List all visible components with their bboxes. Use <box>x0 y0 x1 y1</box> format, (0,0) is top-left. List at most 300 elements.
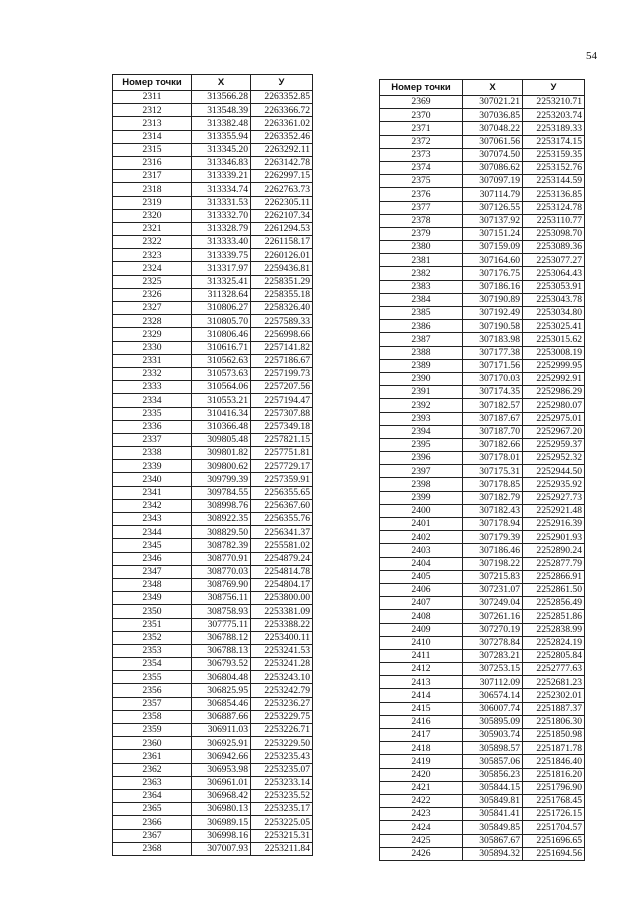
table-row <box>113 315 313 328</box>
table-row <box>380 729 585 742</box>
table-row <box>113 288 313 301</box>
y-coordinate-cell: 2253015.62 <box>523 333 585 346</box>
x-coordinate-cell: 306788.12 <box>192 631 251 644</box>
point-number-cell: 2384 <box>380 293 463 306</box>
x-coordinate-cell: 306925.91 <box>192 737 251 750</box>
x-coordinate-cell: 307112.09 <box>463 676 523 689</box>
table-row <box>380 518 585 531</box>
point-number-cell: 2355 <box>113 671 192 684</box>
point-number-cell: 2368 <box>113 842 192 855</box>
y-coordinate-cell: 2251806.30 <box>523 715 585 728</box>
point-number-cell: 2341 <box>113 486 192 499</box>
x-coordinate-cell: 307178.85 <box>463 478 523 491</box>
point-number-cell: 2323 <box>113 249 192 262</box>
point-number-cell: 2370 <box>380 109 463 122</box>
y-coordinate-cell: 2253034.80 <box>523 307 585 320</box>
x-coordinate-cell: 307048.22 <box>463 122 523 135</box>
point-number-cell: 2408 <box>380 610 463 623</box>
x-coordinate-cell: 307061.56 <box>463 135 523 148</box>
point-number-cell: 2349 <box>113 592 192 605</box>
x-coordinate-cell: 307253.15 <box>463 663 523 676</box>
point-number-cell: 2379 <box>380 227 463 240</box>
x-coordinate-cell: 306998.16 <box>192 829 251 842</box>
point-number-cell: 2353 <box>113 644 192 657</box>
table-row <box>113 631 313 644</box>
table-row <box>113 565 313 578</box>
table-row <box>113 341 313 354</box>
y-coordinate-cell: 2253144.59 <box>523 175 585 188</box>
point-number-cell: 2410 <box>380 636 463 649</box>
x-coordinate-cell: 307175.31 <box>463 465 523 478</box>
x-coordinate-cell: 306825.95 <box>192 684 251 697</box>
y-coordinate-cell: 2256355.65 <box>251 486 313 499</box>
table-row <box>380 280 585 293</box>
x-coordinate-cell: 305844.15 <box>463 781 523 794</box>
point-number-cell: 2350 <box>113 605 192 618</box>
y-coordinate-cell: 2253089.36 <box>523 241 585 254</box>
point-number-cell: 2342 <box>113 499 192 512</box>
x-coordinate-cell: 310562.63 <box>192 354 251 367</box>
table-row <box>380 293 585 306</box>
point-number-cell: 2418 <box>380 742 463 755</box>
x-coordinate-cell: 307164.60 <box>463 254 523 267</box>
y-coordinate-cell: 2253229.75 <box>251 710 313 723</box>
header-x: X <box>192 75 251 91</box>
point-number-cell: 2347 <box>113 565 192 578</box>
y-coordinate-cell: 2252916.39 <box>523 518 585 531</box>
y-coordinate-cell: 2256355.76 <box>251 513 313 526</box>
y-coordinate-cell: 2253136.85 <box>523 188 585 201</box>
point-number-cell: 2405 <box>380 570 463 583</box>
page-number: 54 <box>586 50 597 62</box>
x-coordinate-cell: 307182.79 <box>463 491 523 504</box>
table-header-row <box>380 80 585 96</box>
table-row <box>380 148 585 161</box>
x-coordinate-cell: 307283.21 <box>463 649 523 662</box>
y-coordinate-cell: 2253233.14 <box>251 776 313 789</box>
y-coordinate-cell: 2251816.20 <box>523 768 585 781</box>
table-row <box>113 750 313 763</box>
y-coordinate-cell: 2261158.17 <box>251 236 313 249</box>
table-row <box>113 143 313 156</box>
point-number-cell: 2340 <box>113 473 192 486</box>
x-coordinate-cell: 306574.14 <box>463 689 523 702</box>
y-coordinate-cell: 2254879.24 <box>251 552 313 565</box>
table-row <box>380 161 585 174</box>
table-row <box>113 447 313 460</box>
table-row <box>380 320 585 333</box>
point-number-cell: 2336 <box>113 420 192 433</box>
point-number-cell: 2385 <box>380 307 463 320</box>
y-coordinate-cell: 2253388.22 <box>251 618 313 631</box>
point-number-cell: 2424 <box>380 821 463 834</box>
point-number-cell: 2401 <box>380 518 463 531</box>
table-row <box>380 333 585 346</box>
table-row <box>113 407 313 420</box>
point-number-cell: 2318 <box>113 183 192 196</box>
x-coordinate-cell: 305867.67 <box>463 834 523 847</box>
y-coordinate-cell: 2262997.15 <box>251 170 313 183</box>
y-coordinate-cell: 2263361.02 <box>251 117 313 130</box>
point-number-cell: 2362 <box>113 763 192 776</box>
table-row <box>113 697 313 710</box>
x-coordinate-cell: 307249.04 <box>463 597 523 610</box>
table-row <box>380 122 585 135</box>
x-coordinate-cell: 309800.62 <box>192 460 251 473</box>
y-coordinate-cell: 2257589.33 <box>251 315 313 328</box>
y-coordinate-cell: 2252999.95 <box>523 359 585 372</box>
table-row <box>380 636 585 649</box>
table-row <box>380 794 585 807</box>
y-coordinate-cell: 2251887.37 <box>523 702 585 715</box>
table-row <box>380 715 585 728</box>
y-coordinate-cell: 2263366.72 <box>251 104 313 117</box>
table-row <box>113 117 313 130</box>
point-number-cell: 2315 <box>113 143 192 156</box>
header-point-number: Номер точки <box>113 75 192 91</box>
table-row <box>380 478 585 491</box>
x-coordinate-cell: 305894.32 <box>463 847 523 860</box>
point-number-cell: 2397 <box>380 465 463 478</box>
y-coordinate-cell: 2263352.46 <box>251 130 313 143</box>
table-row <box>380 214 585 227</box>
y-coordinate-cell: 2257141.82 <box>251 341 313 354</box>
y-coordinate-cell: 2252890.24 <box>523 544 585 557</box>
table-row <box>380 254 585 267</box>
x-coordinate-cell: 310616.71 <box>192 341 251 354</box>
coordinates-table-right <box>379 79 585 861</box>
x-coordinate-cell: 313328.79 <box>192 222 251 235</box>
y-coordinate-cell: 2256998.66 <box>251 328 313 341</box>
x-coordinate-cell: 307775.11 <box>192 618 251 631</box>
y-coordinate-cell: 2252921.48 <box>523 504 585 517</box>
y-coordinate-cell: 2263142.78 <box>251 156 313 169</box>
y-coordinate-cell: 2252302.01 <box>523 689 585 702</box>
y-coordinate-cell: 2258351.29 <box>251 275 313 288</box>
x-coordinate-cell: 307036.85 <box>463 109 523 122</box>
y-coordinate-cell: 2263292.11 <box>251 143 313 156</box>
y-coordinate-cell: 2253800.00 <box>251 592 313 605</box>
point-number-cell: 2321 <box>113 222 192 235</box>
y-coordinate-cell: 2253235.17 <box>251 803 313 816</box>
y-coordinate-cell: 2257729.17 <box>251 460 313 473</box>
table-row <box>380 307 585 320</box>
x-coordinate-cell: 305903.74 <box>463 729 523 742</box>
table-row <box>380 399 585 412</box>
y-coordinate-cell: 2257194.47 <box>251 394 313 407</box>
point-number-cell: 2338 <box>113 447 192 460</box>
x-coordinate-cell: 305898.57 <box>463 742 523 755</box>
x-coordinate-cell: 310564.06 <box>192 381 251 394</box>
point-number-cell: 2317 <box>113 170 192 183</box>
point-number-cell: 2314 <box>113 130 192 143</box>
point-number-cell: 2325 <box>113 275 192 288</box>
x-coordinate-cell: 308770.03 <box>192 565 251 578</box>
header-point-number: Номер точки <box>380 80 463 96</box>
x-coordinate-cell: 307114.79 <box>463 188 523 201</box>
table-row <box>380 386 585 399</box>
point-number-cell: 2343 <box>113 513 192 526</box>
point-number-cell: 2426 <box>380 847 463 860</box>
x-coordinate-cell: 307187.67 <box>463 412 523 425</box>
point-number-cell: 2386 <box>380 320 463 333</box>
table-row <box>380 241 585 254</box>
table-row <box>380 96 585 109</box>
table-row <box>380 610 585 623</box>
table-row <box>380 201 585 214</box>
y-coordinate-cell: 2252986.29 <box>523 386 585 399</box>
y-coordinate-cell: 2251726.15 <box>523 808 585 821</box>
y-coordinate-cell: 2251704.57 <box>523 821 585 834</box>
y-coordinate-cell: 2253077.27 <box>523 254 585 267</box>
y-coordinate-cell: 2252959.37 <box>523 438 585 451</box>
point-number-cell: 2373 <box>380 148 463 161</box>
x-coordinate-cell: 307176.75 <box>463 267 523 280</box>
y-coordinate-cell: 2252877.79 <box>523 557 585 570</box>
x-coordinate-cell: 305895.09 <box>463 715 523 728</box>
y-coordinate-cell: 2252866.91 <box>523 570 585 583</box>
y-coordinate-cell: 2251694.56 <box>523 847 585 860</box>
table-row <box>380 663 585 676</box>
y-coordinate-cell: 2253235.07 <box>251 763 313 776</box>
y-coordinate-cell: 2253242.79 <box>251 684 313 697</box>
y-coordinate-cell: 2253043.78 <box>523 293 585 306</box>
table-row <box>113 367 313 380</box>
table-row <box>380 109 585 122</box>
table-row <box>380 821 585 834</box>
y-coordinate-cell: 2255581.02 <box>251 539 313 552</box>
table-row <box>113 763 313 776</box>
y-coordinate-cell: 2252861.50 <box>523 583 585 596</box>
point-number-cell: 2316 <box>113 156 192 169</box>
point-number-cell: 2380 <box>380 241 463 254</box>
table-row <box>113 789 313 802</box>
table-row <box>113 381 313 394</box>
point-number-cell: 2312 <box>113 104 192 117</box>
x-coordinate-cell: 307187.70 <box>463 425 523 438</box>
point-number-cell: 2377 <box>380 201 463 214</box>
point-number-cell: 2326 <box>113 288 192 301</box>
table-row <box>380 188 585 201</box>
x-coordinate-cell: 307137.92 <box>463 214 523 227</box>
y-coordinate-cell: 2257821.15 <box>251 433 313 446</box>
point-number-cell: 2395 <box>380 438 463 451</box>
table-row <box>380 425 585 438</box>
point-number-cell: 2365 <box>113 803 192 816</box>
point-number-cell: 2327 <box>113 302 192 315</box>
point-number-cell: 2413 <box>380 676 463 689</box>
table-row <box>380 702 585 715</box>
table-row <box>113 354 313 367</box>
x-coordinate-cell: 308770.91 <box>192 552 251 565</box>
y-coordinate-cell: 2252838.99 <box>523 623 585 636</box>
header-y: У <box>251 75 313 91</box>
table-row <box>113 394 313 407</box>
y-coordinate-cell: 2253236.27 <box>251 697 313 710</box>
table-row <box>380 649 585 662</box>
point-number-cell: 2407 <box>380 597 463 610</box>
point-number-cell: 2311 <box>113 91 192 104</box>
x-coordinate-cell: 313548.39 <box>192 104 251 117</box>
table-row <box>113 671 313 684</box>
point-number-cell: 2334 <box>113 394 192 407</box>
point-number-cell: 2371 <box>380 122 463 135</box>
point-number-cell: 2415 <box>380 702 463 715</box>
table-row <box>380 676 585 689</box>
x-coordinate-cell: 306007.74 <box>463 702 523 715</box>
x-coordinate-cell: 306911.03 <box>192 724 251 737</box>
point-number-cell: 2416 <box>380 715 463 728</box>
x-coordinate-cell: 311328.64 <box>192 288 251 301</box>
y-coordinate-cell: 2257199.73 <box>251 367 313 380</box>
y-coordinate-cell: 2252851.86 <box>523 610 585 623</box>
point-number-cell: 2414 <box>380 689 463 702</box>
table-row <box>113 249 313 262</box>
table-row <box>380 768 585 781</box>
y-coordinate-cell: 2251696.65 <box>523 834 585 847</box>
point-number-cell: 2394 <box>380 425 463 438</box>
x-coordinate-cell: 307278.84 <box>463 636 523 649</box>
x-coordinate-cell: 307177.38 <box>463 346 523 359</box>
table-row <box>380 491 585 504</box>
point-number-cell: 2396 <box>380 452 463 465</box>
y-coordinate-cell: 2257307.88 <box>251 407 313 420</box>
y-coordinate-cell: 2256367.60 <box>251 499 313 512</box>
table-row <box>380 623 585 636</box>
table-row <box>380 742 585 755</box>
x-coordinate-cell: 306968.42 <box>192 789 251 802</box>
table-row <box>380 504 585 517</box>
table-row <box>380 597 585 610</box>
x-coordinate-cell: 308756.11 <box>192 592 251 605</box>
y-coordinate-cell: 2253025.41 <box>523 320 585 333</box>
x-coordinate-cell: 313382.48 <box>192 117 251 130</box>
y-coordinate-cell: 2253229.50 <box>251 737 313 750</box>
x-coordinate-cell: 308769.90 <box>192 578 251 591</box>
point-number-cell: 2400 <box>380 504 463 517</box>
table-row <box>113 578 313 591</box>
table-row <box>113 236 313 249</box>
y-coordinate-cell: 2257207.56 <box>251 381 313 394</box>
table-row <box>380 175 585 188</box>
table-row <box>113 816 313 829</box>
y-coordinate-cell: 2253203.74 <box>523 109 585 122</box>
point-number-cell: 2374 <box>380 161 463 174</box>
point-number-cell: 2376 <box>380 188 463 201</box>
table-row <box>113 170 313 183</box>
x-coordinate-cell: 307151.24 <box>463 227 523 240</box>
x-coordinate-cell: 306804.48 <box>192 671 251 684</box>
y-coordinate-cell: 2261294.53 <box>251 222 313 235</box>
x-coordinate-cell: 306887.66 <box>192 710 251 723</box>
point-number-cell: 2356 <box>113 684 192 697</box>
x-coordinate-cell: 309799.39 <box>192 473 251 486</box>
table-row <box>380 465 585 478</box>
table-row <box>113 803 313 816</box>
table-row <box>380 346 585 359</box>
x-coordinate-cell: 310553.21 <box>192 394 251 407</box>
x-coordinate-cell: 307215.83 <box>463 570 523 583</box>
y-coordinate-cell: 2252856.49 <box>523 597 585 610</box>
point-number-cell: 2390 <box>380 372 463 385</box>
point-number-cell: 2351 <box>113 618 192 631</box>
table-row <box>113 328 313 341</box>
table-row <box>380 438 585 451</box>
table-row <box>380 755 585 768</box>
table-row <box>113 526 313 539</box>
x-coordinate-cell: 308782.39 <box>192 539 251 552</box>
x-coordinate-cell: 309801.82 <box>192 447 251 460</box>
point-number-cell: 2402 <box>380 531 463 544</box>
x-coordinate-cell: 307021.21 <box>463 96 523 109</box>
point-number-cell: 2329 <box>113 328 192 341</box>
table-row <box>113 605 313 618</box>
table-row <box>113 130 313 143</box>
y-coordinate-cell: 2252980.07 <box>523 399 585 412</box>
point-number-cell: 2364 <box>113 789 192 802</box>
table-row <box>380 412 585 425</box>
point-number-cell: 2411 <box>380 649 463 662</box>
point-number-cell: 2387 <box>380 333 463 346</box>
table-row <box>113 710 313 723</box>
point-number-cell: 2359 <box>113 724 192 737</box>
table-row <box>380 544 585 557</box>
point-number-cell: 2420 <box>380 768 463 781</box>
table-row <box>380 557 585 570</box>
x-coordinate-cell: 307178.01 <box>463 452 523 465</box>
table-row <box>113 104 313 117</box>
table-row <box>380 452 585 465</box>
point-number-cell: 2417 <box>380 729 463 742</box>
y-coordinate-cell: 2251846.40 <box>523 755 585 768</box>
x-coordinate-cell: 307186.16 <box>463 280 523 293</box>
y-coordinate-cell: 2252992.91 <box>523 372 585 385</box>
x-coordinate-cell: 307198.22 <box>463 557 523 570</box>
point-number-cell: 2346 <box>113 552 192 565</box>
y-coordinate-cell: 2253241.53 <box>251 644 313 657</box>
y-coordinate-cell: 2262107.34 <box>251 209 313 222</box>
y-coordinate-cell: 2253243.10 <box>251 671 313 684</box>
x-coordinate-cell: 305849.85 <box>463 821 523 834</box>
x-coordinate-cell: 307192.49 <box>463 307 523 320</box>
table-row <box>380 583 585 596</box>
y-coordinate-cell: 2262305.11 <box>251 196 313 209</box>
table-row <box>113 196 313 209</box>
x-coordinate-cell: 307183.98 <box>463 333 523 346</box>
coordinates-table-left <box>112 74 313 856</box>
point-number-cell: 2331 <box>113 354 192 367</box>
x-coordinate-cell: 310805.70 <box>192 315 251 328</box>
table-header-row <box>113 75 313 91</box>
x-coordinate-cell: 308829.50 <box>192 526 251 539</box>
point-number-cell: 2367 <box>113 829 192 842</box>
point-number-cell: 2337 <box>113 433 192 446</box>
y-coordinate-cell: 2253210.71 <box>523 96 585 109</box>
point-number-cell: 2391 <box>380 386 463 399</box>
point-number-cell: 2319 <box>113 196 192 209</box>
x-coordinate-cell: 306961.01 <box>192 776 251 789</box>
x-coordinate-cell: 305856.23 <box>463 768 523 781</box>
x-coordinate-cell: 307074.50 <box>463 148 523 161</box>
y-coordinate-cell: 2253235.43 <box>251 750 313 763</box>
point-number-cell: 2398 <box>380 478 463 491</box>
point-number-cell: 2403 <box>380 544 463 557</box>
x-coordinate-cell: 306942.66 <box>192 750 251 763</box>
x-coordinate-cell: 310806.27 <box>192 302 251 315</box>
x-coordinate-cell: 306788.13 <box>192 644 251 657</box>
x-coordinate-cell: 307186.46 <box>463 544 523 557</box>
point-number-cell: 2348 <box>113 578 192 591</box>
